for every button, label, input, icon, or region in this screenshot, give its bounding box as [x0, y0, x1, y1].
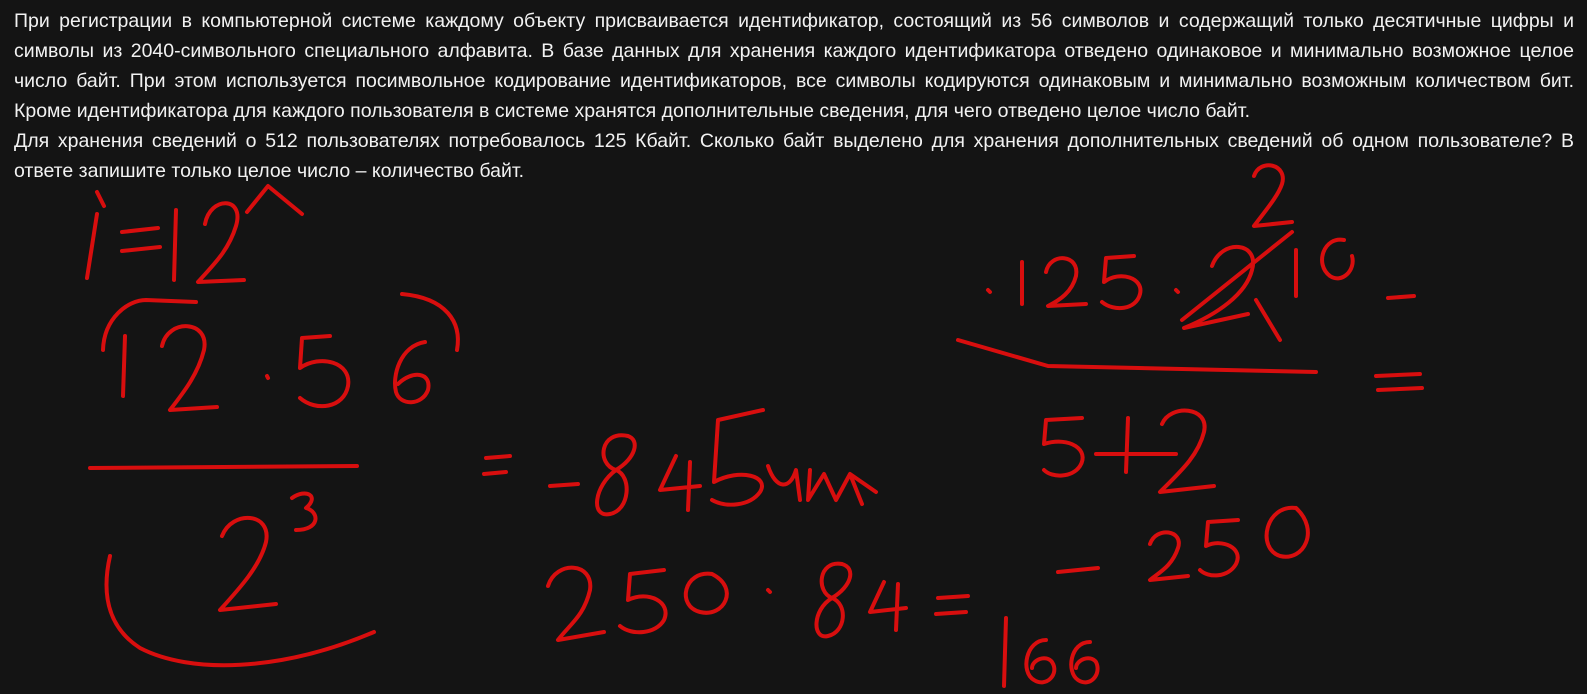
ink-250-2 [548, 568, 604, 640]
ink-equals-3 [1376, 374, 1422, 390]
ink-bait-b [712, 410, 763, 505]
ink-2-cube [220, 518, 276, 610]
ink-equals-2 [484, 456, 510, 474]
ink-512-1 [1126, 418, 1128, 472]
ink-fraction-2 [958, 340, 1316, 372]
ink-1 [174, 210, 176, 280]
ink-fraction-1 [90, 466, 357, 468]
ink-125-5 [1102, 256, 1140, 308]
ink-250-top [1150, 508, 1308, 580]
ink-i-dot [97, 192, 104, 206]
problem-paragraph-1: При регистрации в компьютерной системе каждому объекту присваивается идентификатор, состоящий из 56 символов и содержащий только десятичные цифры и символы из 2040-символьного специального алфавита. В базе данных для хранения каждого идентификатора отведено одинаковое и минимально возможное целое число байт. При этом используется посимвольное кодирование идентификаторов, все символы кодируются одинаковым и минимально возможным количеством бит. Кроме идентификатора для каждого пользователя в системе хранятся дополнительные сведения, для чего отведено целое число байт. [14, 10, 1574, 122]
ink-equals-4 [936, 596, 968, 614]
ink-dot-3 [1176, 290, 1178, 292]
ink-6 [395, 342, 428, 402]
ink-12-2 [162, 326, 217, 410]
ink-dot-4 [768, 590, 770, 592]
ink-equals-1 [122, 228, 160, 251]
ink-i [87, 214, 97, 278]
ink-512-2 [1160, 411, 1214, 492]
ink-paren-right [402, 294, 458, 350]
ink-84-4 [870, 582, 906, 630]
ink-minus-2 [1388, 296, 1414, 298]
ink-8 [597, 435, 635, 514]
ink-dot-2 [988, 290, 990, 292]
ink-bait-rest [768, 466, 876, 504]
ink-paren-bottom [107, 556, 374, 665]
ink-125-2 [1046, 258, 1086, 306]
ink-minus-3 [1058, 568, 1098, 572]
ink-strike-2 [1256, 300, 1280, 340]
ink-minus [550, 484, 578, 486]
ink-12-1 [123, 336, 125, 396]
ink-2-big [1184, 247, 1253, 328]
ink-hat [247, 186, 302, 214]
ink-250-5 [620, 570, 666, 632]
ink-5 [300, 336, 348, 406]
ink-cube [292, 493, 315, 530]
ink-dot-1 [267, 376, 268, 378]
ink-strokes [87, 165, 1422, 686]
ink-166-1 [1004, 618, 1006, 686]
ink-166-6b [1071, 642, 1097, 682]
ink-512-5 [1044, 418, 1083, 476]
ink-small-2 [1254, 165, 1292, 226]
ink-250-0 [686, 574, 727, 613]
problem-paragraph-2: Для хранения сведений о 512 пользователях потребовалось 125 Кбайт. Сколько байт выделено для хранения дополнительных сведений об одном пользователе? В ответе запишите только целое число – количество байт. [14, 130, 1574, 182]
ink-exp-10-0 [1322, 240, 1353, 279]
ink-2 [198, 203, 244, 282]
ink-84-8 [816, 564, 850, 637]
ink-166-6a [1026, 640, 1054, 682]
ink-4 [660, 456, 700, 510]
